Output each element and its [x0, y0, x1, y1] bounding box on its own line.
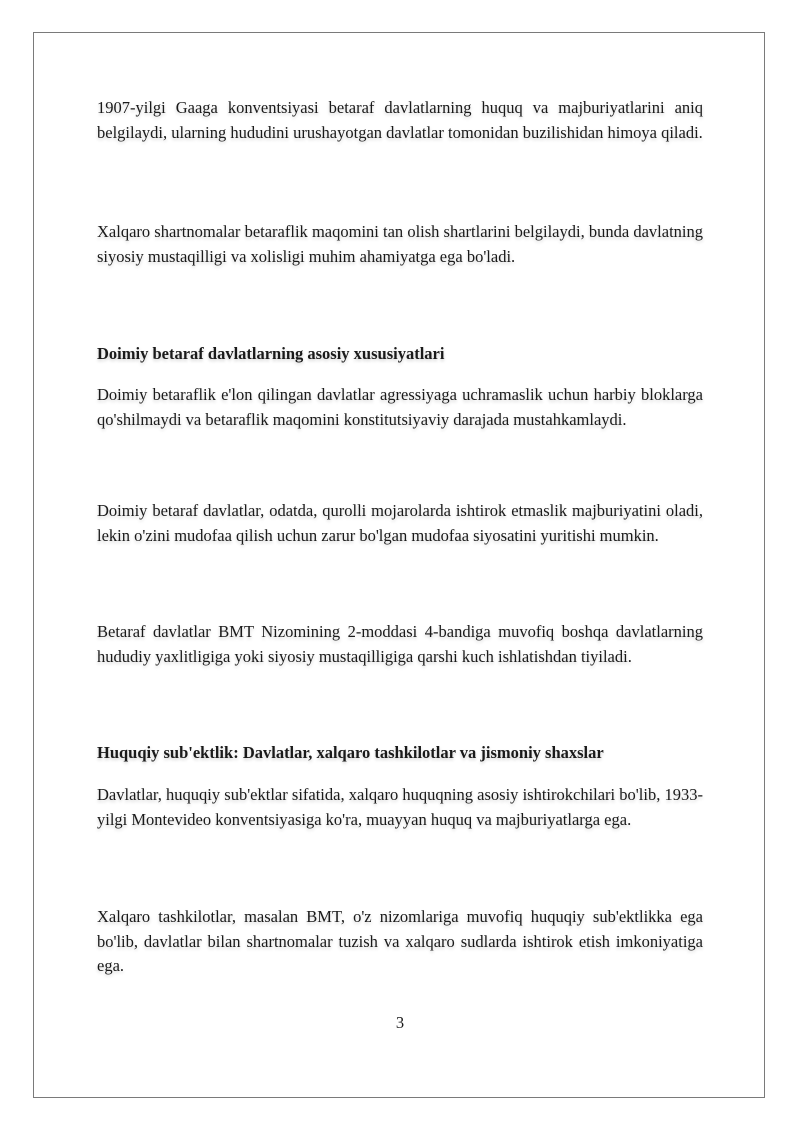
paragraph-hague-convention: 1907-yilgi Gaaga konventsiyasi betaraf davlatlarning huquq va majburiyatlarini aniq belgilaydi, ularning hududini urushayotgan davlatlar tomonidan buzilishidan himoya qiladi. — [97, 98, 703, 142]
paragraph-international-organizations: Xalqaro tashkilotlar, masalan BMT, o'z nizomlariga muvofiq huquqiy sub'ektlikka ega bo'lib, davlatlar bilan shartnomalar tuzish va xalqaro sudlarda ishtirok etish imkoniyatiga ega. — [97, 907, 703, 975]
paragraph-permanent-neutrality: Doimiy betaraflik e'lon qilingan davlatlar agressiyaga uchramaslik uchun harbiy bloklarga qo'shilmaydi va betaraflik maqomini konstitutsiyaviy darajada mustahkamlaydi. — [97, 385, 703, 429]
paragraph-armed-conflicts: Doimiy betaraf davlatlar, odatda, qurolli mojarolarda ishtirok etmaslik majburiyatini oladi, lekin o'zini mudofaa qilish uchun zarur bo'lgan mudofaa siyosatini yuritishi mumkin. — [97, 501, 703, 545]
heading-legal-subjectivity: Huquqiy sub'ektlik: Davlatlar, xalqaro tashkilotlar va jismoniy shaxslar — [97, 743, 604, 762]
paragraph-un-charter: Betaraf davlatlar BMT Nizomining 2-moddasi 4-bandiga muvofiq boshqa davlatlarning hududiy yaxlitligiga yoki siyosiy mustaqilligiga qarshi kuch ishlatishdan tiyiladi. — [97, 622, 703, 666]
paragraph-states-subjects: Davlatlar, huquqiy sub'ektlar sifatida, xalqaro huquqning asosiy ishtirokchilari bo'lib, 1933-yilgi Montevideo konventsiyasiga ko'ra, muayyan huquq va majburiyatlarga ega. — [97, 785, 703, 829]
paragraph-international-treaties: Xalqaro shartnomalar betaraflik maqomini tan olish shartlarini belgilaydi, bunda davlatning siyosiy mustaqilligi va xolisligi muhim ahamiyatga ega bo'ladi. — [97, 222, 703, 266]
page-number: 3 — [395, 1013, 405, 1032]
heading-permanent-neutral-features: Doimiy betaraf davlatlarning asosiy xususiyatlari — [97, 344, 445, 363]
